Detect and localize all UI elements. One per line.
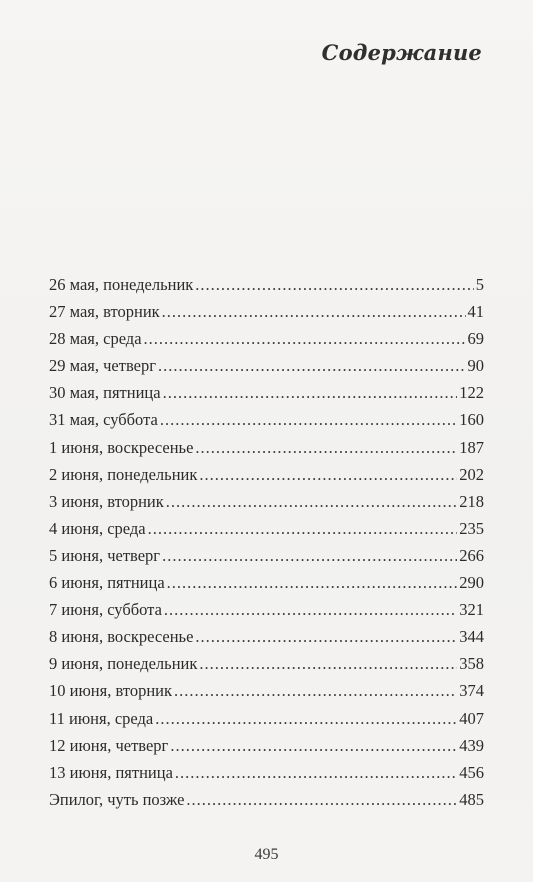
dot-leader	[186, 786, 457, 813]
toc-entry	[49, 732, 484, 759]
dot-leader	[195, 623, 457, 650]
toc-entry	[49, 623, 484, 650]
table-of-contents	[49, 271, 484, 813]
toc-entry-page: 374	[459, 681, 484, 701]
toc-entry-page: 5	[475, 275, 484, 294]
toc-entry	[49, 461, 484, 488]
toc-entry-page: 160	[459, 410, 484, 430]
toc-entry-title: 11 июня, среда	[49, 708, 154, 728]
toc-entry-title: Эпилог, чуть позже	[49, 789, 185, 809]
toc-entry-page: 69	[467, 329, 484, 349]
dot-leader	[148, 515, 458, 542]
toc-entry-title: 8 июня, воскресенье	[49, 627, 194, 647]
dot-leader	[199, 461, 457, 488]
toc-entry-title: 5 июня, четверг	[49, 545, 161, 565]
toc-entry-page: 266	[459, 545, 484, 565]
toc-entry-page: 407	[459, 708, 484, 728]
toc-entry-title: 10 июня, вторник	[49, 681, 173, 701]
page-number: 495	[254, 846, 279, 863]
dot-leader	[160, 406, 457, 433]
toc-entry-title: 26 мая, понедельник	[49, 275, 194, 294]
toc-entry-page: 290	[459, 573, 484, 593]
toc-entry-title: 27 мая, вторник	[49, 302, 160, 322]
toc-entry	[49, 271, 484, 298]
dot-leader	[166, 488, 457, 515]
toc-entry	[49, 542, 484, 569]
toc-entry-page: 41	[467, 302, 484, 322]
dot-leader	[163, 379, 458, 406]
toc-entry	[49, 569, 484, 596]
toc-entry-title: 29 мая, четверг	[49, 356, 156, 376]
toc-entry-title: 4 июня, среда	[49, 518, 146, 538]
toc-entry-page: 439	[459, 735, 484, 755]
toc-entry-title: 12 июня, четверг	[49, 735, 169, 755]
toc-entry-title: 31 мая, суббота	[49, 410, 158, 430]
toc-entry	[49, 786, 484, 813]
dot-leader	[155, 705, 457, 732]
toc-entry	[49, 298, 484, 325]
toc-entry-page: 358	[459, 654, 484, 674]
dot-leader	[174, 677, 457, 704]
toc-entry-page: 218	[459, 491, 484, 511]
toc-entry	[49, 596, 484, 623]
toc-entry	[49, 759, 484, 786]
toc-entry	[49, 515, 484, 542]
toc-entry-title: 28 мая, среда	[49, 329, 142, 349]
toc-entry	[49, 705, 484, 732]
toc-entry-page: 235	[459, 518, 484, 538]
toc-entry-page: 485	[459, 789, 484, 809]
toc-entry-title: 6 июня, пятница	[49, 573, 165, 593]
toc-entry-title: 13 июня, пятница	[49, 762, 173, 782]
toc-entry-title: 7 июня, суббота	[49, 600, 162, 620]
toc-entry	[49, 650, 484, 677]
toc-entry-page: 122	[459, 383, 484, 403]
toc-entry-page: 202	[459, 464, 484, 484]
toc-entry-page: 344	[459, 627, 484, 647]
toc-entry-page: 90	[467, 356, 484, 376]
dot-leader	[144, 325, 466, 352]
toc-entry	[49, 325, 484, 352]
toc-entry-title: 30 мая, пятница	[49, 383, 161, 403]
toc-entry	[49, 434, 484, 461]
toc-entry-title: 3 июня, вторник	[49, 491, 164, 511]
dot-leader	[170, 732, 457, 759]
toc-entry	[49, 379, 484, 406]
dot-leader	[195, 271, 473, 298]
toc-entry-title: 1 июня, воскресенье	[49, 437, 194, 457]
dot-leader	[195, 434, 457, 461]
toc-entry	[49, 677, 484, 704]
dot-leader	[162, 542, 457, 569]
dot-leader	[167, 569, 458, 596]
dot-leader	[164, 596, 457, 623]
dot-leader	[162, 298, 466, 325]
toc-entry	[49, 488, 484, 515]
dot-leader	[158, 352, 466, 379]
toc-entry	[49, 352, 484, 379]
dot-leader	[175, 759, 457, 786]
toc-entry-title: 9 июня, понедельник	[49, 654, 198, 674]
toc-entry-page: 456	[459, 762, 484, 782]
toc-heading: Содержание	[321, 40, 482, 65]
toc-entry	[49, 406, 484, 433]
toc-entry-page: 187	[459, 437, 484, 457]
toc-entry-title: 2 июня, понедельник	[49, 464, 198, 484]
toc-entry-page: 321	[459, 600, 484, 620]
dot-leader	[199, 650, 457, 677]
